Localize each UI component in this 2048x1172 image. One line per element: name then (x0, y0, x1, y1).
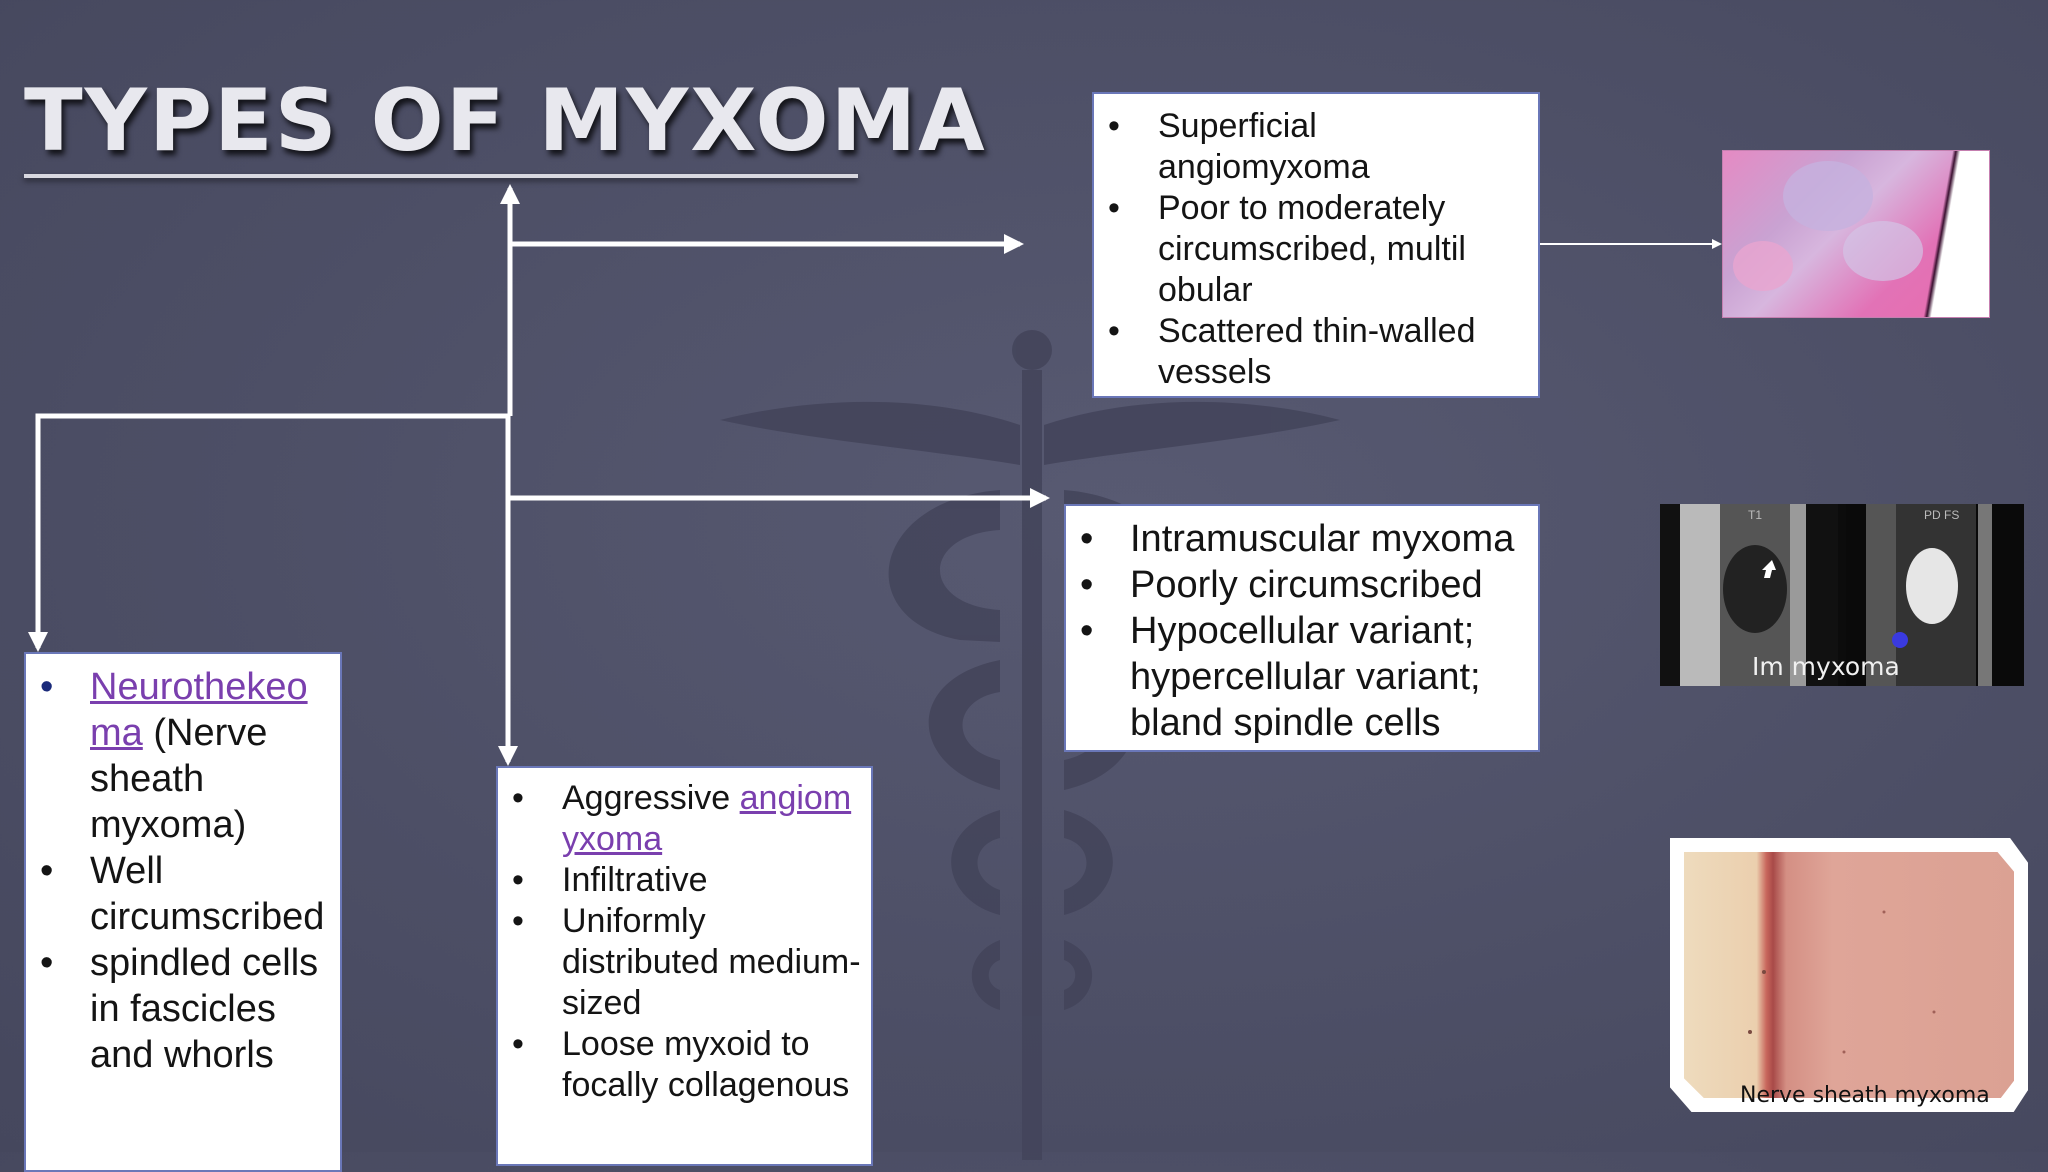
item-text: Poorly circumscribed (1130, 564, 1483, 606)
mri-tag-pdfs: PD FS (1924, 508, 1960, 522)
link-text[interactable]: yxoma (562, 820, 663, 858)
bullet: • (1080, 564, 1094, 606)
bullet: • (40, 850, 54, 892)
nerve-sheath-caption: Nerve sheath myxoma (1740, 1083, 1990, 1108)
superficial-angiomyxoma-histology-image (1722, 150, 1990, 318)
bullet: • (1080, 610, 1094, 652)
arrow-to-neurothekeoma (38, 416, 510, 648)
item-text: Loose myxoid to focally collagenous (562, 1025, 850, 1104)
bullet: • (1108, 312, 1120, 350)
list-item (1080, 608, 1530, 746)
item-text: Uniformly distributed medium-sized (562, 902, 861, 1022)
item-text: Infiltrative (562, 861, 708, 899)
item-text: Intramuscular myxoma (1130, 518, 1515, 560)
item-text: Poor to moderately circumscribed, multil obular (1158, 189, 1466, 309)
bullet: • (512, 1025, 524, 1063)
list-item (512, 778, 863, 860)
link-text[interactable]: Neurothekeo (90, 666, 308, 708)
bullet: • (1108, 107, 1120, 145)
item-text: (Nerve sheath myxoma) (90, 712, 268, 846)
list-item (512, 901, 863, 1024)
bullet: • (512, 779, 524, 817)
list-item (40, 848, 332, 940)
list-item (40, 940, 332, 1078)
list-item (1080, 562, 1530, 608)
nerve-sheath-myxoma-image (1684, 852, 2014, 1098)
item-text: Well circumscribed (90, 850, 325, 938)
item-text: Aggressive (562, 779, 740, 817)
bullet: • (40, 942, 54, 984)
intramuscular-myxoma-box (1064, 504, 1540, 752)
slide-title: TYPES OF MYXOMA (24, 71, 987, 171)
aggressive-angiomyxoma-box (496, 766, 873, 1166)
bullet: • (512, 861, 524, 899)
superficial-angiomyxoma-box (1092, 92, 1540, 398)
list-item (512, 860, 863, 901)
list-item (1108, 188, 1530, 311)
item-text: spindled cells in fascicles and whorls (90, 942, 319, 1076)
bullet: • (1080, 518, 1094, 560)
link-text[interactable]: angiom (739, 779, 852, 817)
item-text: Superficial angiomyxoma (1158, 107, 1370, 186)
mri-caption: Im myxoma (1752, 652, 1900, 681)
link-text[interactable]: ma (90, 712, 143, 754)
bullet: • (40, 666, 54, 708)
bullet: • (512, 902, 524, 940)
item-text: Hypocellular variant; hypercellular variant; bland spindle cells (1130, 610, 1481, 744)
list-item (1108, 311, 1530, 393)
list-item (512, 1024, 863, 1106)
mri-tag-t1: T1 (1748, 508, 1763, 522)
list-item (40, 664, 332, 848)
list-item (1080, 516, 1530, 562)
neurothekeoma-box (24, 652, 342, 1172)
bullet: • (1108, 189, 1120, 227)
list-item (1108, 106, 1530, 188)
item-text: Scattered thin-walled vessels (1158, 312, 1476, 391)
